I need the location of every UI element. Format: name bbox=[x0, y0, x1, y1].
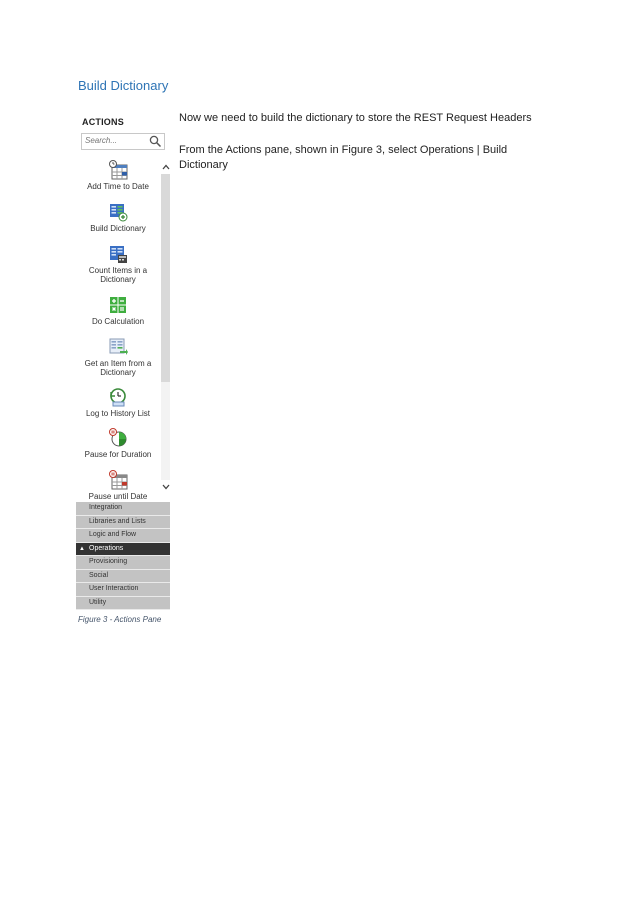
body-paragraph-1: Now we need to build the dictionary to store the REST Request Headers bbox=[179, 112, 532, 124]
dictionary-get-icon bbox=[108, 337, 128, 357]
para-text: From the bbox=[179, 144, 226, 156]
pane-title: ACTIONS bbox=[82, 117, 124, 127]
section-heading: Build Dictionary bbox=[78, 78, 169, 93]
chevron-down-icon[interactable] bbox=[161, 482, 171, 492]
action-add-time-to-date[interactable] bbox=[76, 160, 160, 191]
search-input[interactable] bbox=[81, 133, 165, 150]
action-pause-until-date[interactable] bbox=[76, 470, 160, 501]
category-provisioning[interactable]: Provisioning bbox=[76, 556, 170, 570]
body-paragraph-2 bbox=[179, 143, 539, 173]
action-build-dictionary[interactable] bbox=[76, 202, 160, 233]
category-label: Operations bbox=[89, 544, 124, 552]
scrollbar-thumb[interactable] bbox=[161, 174, 170, 382]
action-label: Do Calculation bbox=[91, 317, 145, 326]
action-log-to-history-list[interactable] bbox=[76, 387, 160, 418]
dictionary-add-icon bbox=[108, 202, 128, 222]
action-get-an-item-from-a-dictionary[interactable] bbox=[76, 337, 160, 377]
selection-path: Operations | Build Dictionary bbox=[179, 144, 508, 171]
calculator-icon bbox=[108, 295, 128, 315]
chevron-up-icon[interactable] bbox=[161, 162, 171, 172]
action-label: Get an Item from a Dictionary bbox=[84, 359, 152, 377]
figure-caption: Figure 3 - Actions Pane bbox=[78, 615, 162, 624]
category-libraries-and-lists[interactable]: Libraries and Lists bbox=[76, 516, 170, 530]
action-do-calculation[interactable] bbox=[76, 295, 160, 326]
para-text: pane, shown in Figure 3, select bbox=[261, 144, 420, 156]
category-social[interactable]: Social bbox=[76, 570, 170, 584]
category-integration[interactable]: Integration bbox=[76, 502, 170, 516]
category-list bbox=[76, 502, 170, 610]
action-label: Pause for Duration bbox=[84, 450, 152, 459]
action-label: Add Time to Date bbox=[87, 182, 149, 191]
action-label: Pause until Date bbox=[88, 492, 148, 501]
action-label: Log to History List bbox=[85, 409, 151, 418]
actions-term: Actions bbox=[225, 144, 262, 156]
history-log-icon bbox=[108, 387, 128, 407]
pause-timer-icon bbox=[108, 428, 128, 448]
search-placeholder: Search... bbox=[85, 136, 118, 145]
caret-up-icon: ▲ bbox=[79, 545, 85, 552]
category-utility[interactable]: Utility bbox=[76, 597, 170, 611]
calendar-clock-icon bbox=[108, 160, 128, 180]
dictionary-count-icon bbox=[108, 244, 128, 264]
action-pause-for-duration[interactable] bbox=[76, 428, 160, 459]
action-label: Build Dictionary bbox=[90, 224, 146, 233]
action-count-items-in-a-dictionary[interactable] bbox=[76, 244, 160, 284]
pause-calendar-icon bbox=[108, 470, 128, 490]
action-label: Count Items in a Dictionary bbox=[88, 266, 148, 284]
category-operations[interactable] bbox=[76, 543, 170, 557]
search-icon[interactable] bbox=[149, 135, 162, 148]
category-user-interaction[interactable]: User Interaction bbox=[76, 583, 170, 597]
category-logic-and-flow[interactable]: Logic and Flow bbox=[76, 529, 170, 543]
